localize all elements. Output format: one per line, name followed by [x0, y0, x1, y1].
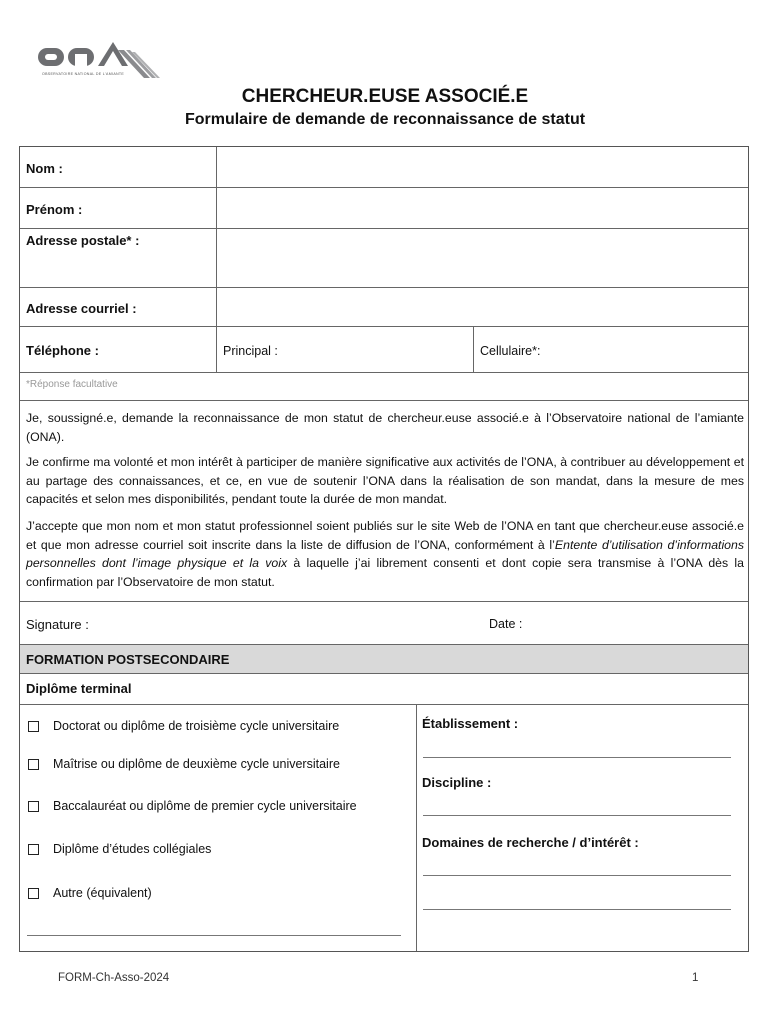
option-dec[interactable]: Diplôme d’études collégiales: [28, 842, 211, 856]
checkbox-icon[interactable]: [28, 801, 39, 812]
prenom-label: Prénom :: [26, 202, 83, 217]
domaines-line-1[interactable]: [423, 875, 731, 876]
request-form: [19, 146, 749, 952]
row-note: [20, 373, 748, 401]
telephone-principal-field[interactable]: [280, 327, 470, 372]
formation-details: [20, 705, 748, 951]
checkbox-icon[interactable]: [28, 759, 39, 770]
row-formation-header: [20, 645, 748, 674]
form-code: FORM-Ch-Asso-2024: [58, 972, 170, 984]
adresse-courriel-label: Adresse courriel :: [26, 301, 137, 316]
formation-section-title: FORMATION POSTSECONDAIRE: [26, 652, 230, 667]
entente-title: Entente d’utilisation d’informations personnelles dont l’image physique et la voix: [26, 537, 745, 570]
option-baccalaureat[interactable]: Baccalauréat ou diplôme de premier cycle universitaire: [28, 799, 357, 813]
checkbox-icon[interactable]: [28, 844, 39, 855]
page-title: CHERCHEUR.EUSE ASSOCIÉ.E: [241, 86, 529, 107]
option-maitrise[interactable]: Maîtrise ou diplôme de deuxième cycle universitaire: [28, 757, 340, 771]
checkbox-icon[interactable]: [28, 721, 39, 732]
autre-line[interactable]: [27, 935, 401, 936]
signature-label: Signature :: [26, 617, 89, 632]
nom-field[interactable]: [218, 147, 746, 187]
row-declaration: [20, 401, 748, 602]
page-number: 1: [692, 972, 699, 984]
signature-field[interactable]: [100, 602, 480, 644]
declaration-paragraph-2: Je confirme ma volonté et mon intérêt à participer de manière significative aux activités de l’ONA, à contribuer au développement et au partage des connaissances, et ce, en vue de soutenir l’ONA dans la réalisation de son mandat, dans la mesure de mes capacités et selon mes disponibilités, pendant toute la durée de mon mandat.: [26, 455, 744, 506]
date-field[interactable]: [530, 602, 746, 644]
telephone-cellulaire-label: Cellulaire*:: [480, 344, 541, 358]
row-diplome-terminal: [20, 674, 748, 705]
adresse-courriel-field[interactable]: [218, 288, 746, 326]
row-adresse-postale: [20, 229, 748, 288]
date-label: Date :: [489, 617, 523, 631]
etablissement-label: Établissement :: [422, 716, 519, 731]
prenom-field[interactable]: [218, 188, 746, 228]
row-signature: [20, 602, 748, 645]
declaration-paragraph-1: Je, soussigné.e, demande la reconnaissance de mon statut de chercheur.euse associé.e à l’Observatoire national de l’amiante (ONA).: [26, 411, 744, 444]
domaines-line-2[interactable]: [423, 909, 731, 910]
option-doctorat[interactable]: Doctorat ou diplôme de troisième cycle universitaire: [28, 719, 339, 733]
logo-tagline: OBSERVATOIRE NATIONAL DE L'AMIANTE: [42, 72, 125, 76]
diplome-terminal-label: Diplôme terminal: [26, 681, 132, 696]
option-autre[interactable]: Autre (équivalent): [28, 886, 152, 900]
checkbox-icon[interactable]: [28, 888, 39, 899]
discipline-label: Discipline :: [422, 775, 492, 790]
row-adresse-courriel: [20, 288, 748, 327]
telephone-principal-label: Principal :: [223, 344, 278, 358]
row-nom: [20, 147, 748, 188]
nom-label: Nom :: [26, 161, 63, 176]
telephone-label: Téléphone :: [26, 343, 99, 358]
discipline-line[interactable]: [423, 815, 731, 816]
telephone-cellulaire-field[interactable]: [550, 327, 746, 372]
page-subtitle: Formulaire de demande de reconnaissance de statut: [184, 111, 586, 128]
adresse-postale-label: Adresse postale* :: [26, 233, 140, 248]
adresse-postale-field[interactable]: [218, 229, 746, 287]
declaration-paragraph-3: J’accepte que mon nom et mon statut professionnel soient publiés sur le site Web de l’ONA en tant que chercheur.euse associé.e et que mon adresse courriel soit inscrite dans la liste de diffusion de l’ONA, conformément à l’Entente d’utilisation d’informations personnelles dont l’image physique et la voix à laquelle j’ai librement consenti et dont copie sera transmise à l’ONA dès la confirmation par l’Observatoire de mon statut.: [26, 519, 745, 589]
etablissement-line[interactable]: [423, 757, 731, 758]
row-telephone: [20, 327, 748, 373]
domaines-label: Domaines de recherche / d’intérêt :: [422, 835, 639, 850]
optional-note: *Réponse facultative: [26, 379, 118, 390]
row-prenom: [20, 188, 748, 229]
